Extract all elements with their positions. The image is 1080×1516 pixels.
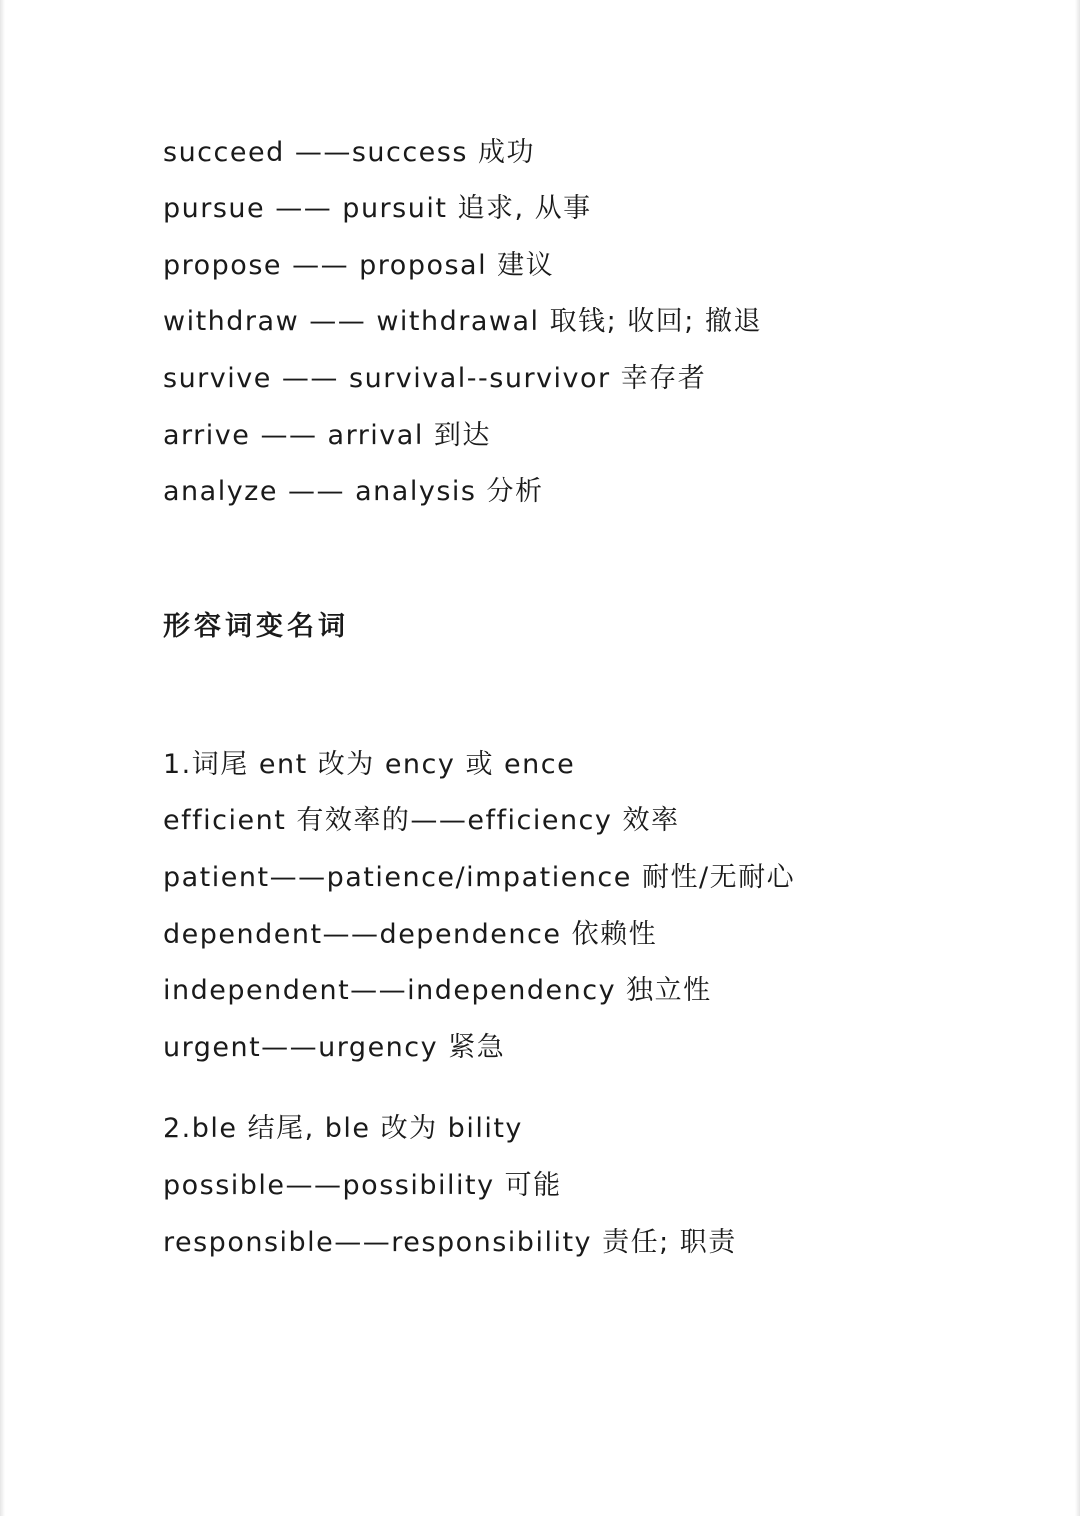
word-pair-line: dependent——dependence 依赖性 [163, 919, 658, 950]
rule-title: 1.词尾 ent 改为 ency 或 ence [163, 749, 576, 780]
page-edge-left [0, 0, 5, 1516]
word-pair-line: arrive —— arrival 到达 [163, 420, 491, 451]
word-pair-line: propose —— proposal 建议 [163, 250, 555, 281]
page-edge-right [1075, 0, 1080, 1516]
word-pair-line: independent——independency 独立性 [163, 975, 712, 1006]
word-pair-line: survive —— survival--survivor 幸存者 [163, 363, 707, 394]
word-pair-line: responsible——responsibility 责任; 职责 [163, 1227, 737, 1258]
word-pair-line: withdraw —— withdrawal 取钱; 收回; 撤退 [163, 306, 762, 337]
word-pair-line: efficient 有效率的——efficiency 效率 [163, 805, 680, 836]
word-pair-line: analyze —— analysis 分析 [163, 476, 544, 507]
word-pair-line: succeed ——success 成功 [163, 137, 536, 168]
word-pair-line: possible——possibility 可能 [163, 1170, 562, 1201]
rule-title: 2.ble 结尾, ble 改为 bility [163, 1113, 523, 1144]
section-heading: 形容词变名词 [163, 611, 349, 642]
word-pair-line: patient——patience/impatience 耐性/无耐心 [163, 862, 796, 893]
word-pair-line: urgent——urgency 紧急 [163, 1032, 506, 1063]
word-pair-line: pursue —— pursuit 追求, 从事 [163, 193, 592, 224]
